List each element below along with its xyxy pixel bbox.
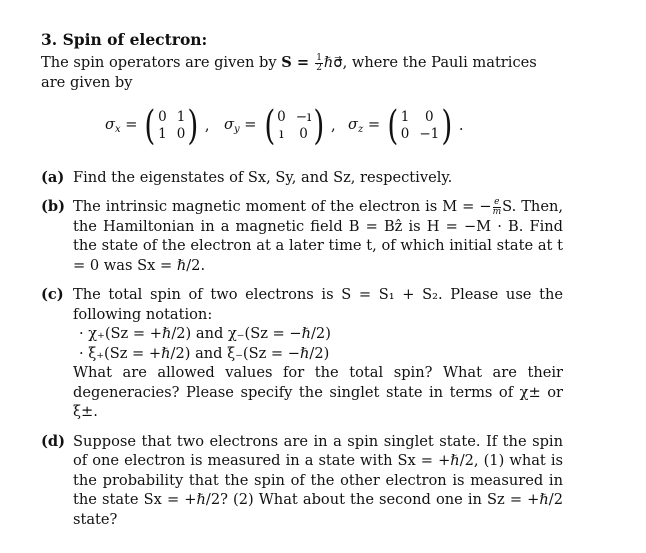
matrix-y-cells: 0 −ı ı 0 xyxy=(277,108,312,142)
part-d-text: Suppose that two electrons are in a spin singlet state. If the spin of one electron is measured in a state with Sx = +ℏ/2, (1) what is the probability that the spin of the other electron is measured in the state Sx = +ℏ/2? (2) What about the second one in Sz = +ℏ/2 state? xyxy=(73,432,563,528)
notation-bullet-xi: · ξ₊(Sz = +ℏ/2) and ξ₋(Sz = −ℏ/2) xyxy=(79,344,330,362)
part-a xyxy=(41,168,563,188)
part-b xyxy=(41,197,563,275)
part-a-text: Find the eigenstates of Sx, Sy, and Sz, respectively. xyxy=(73,168,453,186)
problem-page xyxy=(41,30,563,539)
paren-open: ( xyxy=(387,102,399,149)
e-over-m-fraction: $\frac{e}{m}$ xyxy=(492,196,502,217)
part-c xyxy=(41,285,563,422)
half-den: 2 xyxy=(316,62,322,73)
pauli-matrix-x: $\sigma_x$ = ( 0 1 1 0 ) , xyxy=(105,102,210,149)
paren-open: ( xyxy=(263,102,275,149)
part-b-text: The intrinsic magnetic moment of the electron is M = − $\frac{e}{m}$ S. Then, the Hamiltonian in a magnetic field B = Bẑ is H = −M · B. Find the state of the electron at a later time t, of which initial state at t = 0 was Sx = ℏ/2. xyxy=(73,196,564,274)
notation-bullet-chi: · χ₊(Sz = +ℏ/2) and χ₋(Sz = −ℏ/2) xyxy=(79,325,331,342)
part-c-body xyxy=(73,285,563,422)
sigma-z-label: $\sigma_z$ = xyxy=(348,116,381,135)
part-label: (d) xyxy=(41,432,66,450)
problem-intro xyxy=(41,53,563,92)
pauli-matrix-y: $\sigma_y$ = ( 0 −ı ı 0 ) , xyxy=(224,102,336,149)
paren-close: ) xyxy=(441,102,453,149)
matrix-x-cells: 0 1 1 0 xyxy=(158,108,186,142)
paren-close: ) xyxy=(313,102,325,149)
half-num: 1 xyxy=(316,52,322,63)
half-fraction xyxy=(315,54,323,73)
intro-rest: ℏσ⃗, where the Pauli matrices are given by xyxy=(41,54,537,91)
part-label: (c) xyxy=(41,286,64,303)
paren-open: ( xyxy=(144,102,156,149)
intro-text: The spin operators are given by xyxy=(41,54,277,71)
part-c-intro: The total spin of two electrons is S = S₁ + S₂. Please use the following notation: xyxy=(73,286,563,323)
paren-close: ) xyxy=(187,102,199,149)
matrix-z-cells: 1 0 0 −1 xyxy=(400,108,440,142)
part-c-question: What are allowed values for the total spin? What are their degeneracies? Please specify the singlet state in terms of χ± or ξ±. xyxy=(73,364,563,420)
problem-title: 3. Spin of electron: xyxy=(41,30,208,49)
sigma-x-label: $\sigma_x$ = xyxy=(105,116,138,135)
sigma-y-label: $\sigma_y$ = xyxy=(224,116,257,135)
pauli-matrices xyxy=(41,102,563,156)
intro-eq: S = xyxy=(281,54,315,71)
part-label: (b) xyxy=(41,198,66,215)
pauli-matrix-z: $\sigma_z$ = ( 1 0 0 −1 ) . xyxy=(348,102,464,149)
part-d xyxy=(41,432,563,530)
part-label: (a) xyxy=(41,168,65,186)
